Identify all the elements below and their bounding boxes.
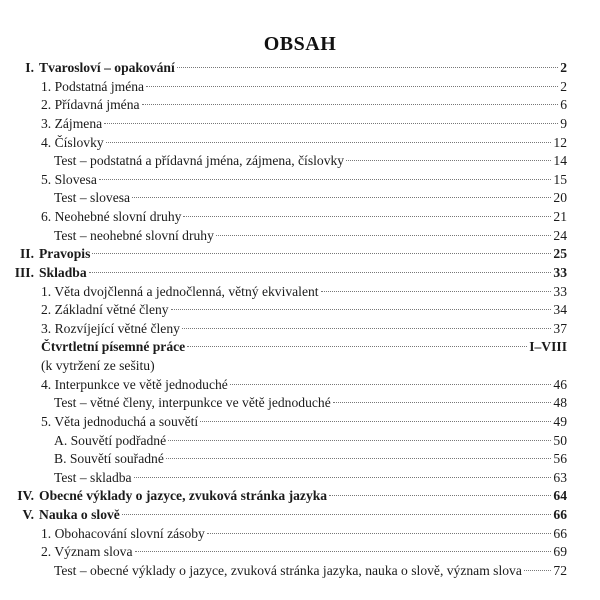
toc-page-number: 20: [553, 190, 567, 206]
dot-leader: [186, 333, 528, 351]
toc-entry-label: 5. Věta jednoduchá a souvětí: [41, 413, 199, 429]
toc-page-number: 21: [553, 209, 567, 225]
toc-entry-label: Test – podstatná a přídavná jména, zájmena, číslovky: [54, 153, 345, 169]
toc-entry-label: Pravopis: [39, 246, 91, 262]
toc-entry-label: 1. Podstatná jména: [41, 78, 145, 94]
toc-entry: [41, 408, 567, 429]
toc-entry-label: 1. Obohacování slovní zásoby: [41, 525, 205, 541]
page-title: OBSAH: [263, 33, 337, 55]
toc-entry-label: Tvarosloví – opakování: [39, 60, 175, 75]
toc-entry: [41, 296, 567, 318]
toc-page-number: 48: [553, 395, 567, 411]
toc-entry: [41, 315, 567, 336]
toc-page-number: 37: [553, 320, 567, 336]
toc-entry-label: Test – slovesa: [54, 190, 131, 206]
dot-leader: [105, 129, 553, 147]
toc-page-number: 24: [553, 227, 567, 243]
toc-entry-label: Test – neohebné slovní druhy: [54, 227, 214, 243]
toc-entry: [54, 184, 567, 206]
toc-entry: [14, 54, 567, 75]
toc-section-number: II.: [20, 246, 34, 262]
dot-leader: [98, 166, 553, 184]
toc-entry: [41, 352, 567, 374]
dot-leader: [165, 445, 553, 463]
dot-leader: [320, 278, 553, 296]
dot-leader: [229, 371, 553, 389]
dot-leader: [88, 259, 553, 277]
dot-leader: [133, 464, 553, 482]
toc-entry-label: 1. Věta dvojčlenná a jednočlenná, větný ekvivalent: [41, 283, 319, 299]
toc-page-number: 64: [553, 488, 567, 504]
toc-page-number: 46: [553, 376, 567, 392]
toc-entry: [41, 538, 567, 560]
dot-leader: [145, 73, 559, 91]
toc-section-number: IV.: [17, 488, 34, 504]
toc-entry: [41, 520, 567, 541]
dot-leader: [91, 240, 552, 258]
dot-leader: [134, 538, 553, 556]
toc-page-number: 14: [553, 153, 567, 169]
toc-entry: [14, 240, 567, 262]
toc-page-number: 50: [553, 432, 567, 448]
dot-leader: [121, 501, 553, 519]
toc-page-number: 66: [553, 525, 567, 541]
dot-leader: [215, 222, 553, 240]
dot-leader: [328, 482, 552, 500]
toc-entry-label: 2. Význam slova: [41, 544, 133, 560]
dot-leader: [103, 110, 559, 128]
toc-page-number: 63: [553, 469, 567, 485]
toc-entry: [14, 259, 567, 280]
toc-entry: [41, 371, 567, 392]
toc-entry-label: 4. Interpunkce ve větě jednoduché: [41, 376, 228, 392]
toc-entry-label: Test – obecné výklady o jazyce, zvuková stránka jazyka, nauka o slově, význam slova: [54, 563, 522, 578]
toc-entry: [41, 129, 567, 150]
dot-leader: [176, 54, 559, 72]
toc-section-number: V.: [22, 507, 34, 523]
toc-page-number: 2: [560, 60, 567, 75]
toc-entry: [41, 110, 567, 131]
toc-page-number: 12: [553, 134, 567, 150]
toc-page-number: 2: [560, 78, 567, 94]
toc-entry: [54, 445, 567, 467]
toc-entry-label: Obecné výklady o jazyce, zvuková stránka jazyka: [39, 488, 328, 504]
toc-page-number: 15: [553, 171, 567, 187]
toc-page-number: 9: [560, 115, 567, 131]
toc-entry-label: 6. Neohebné slovní druhy: [41, 209, 182, 225]
dot-leader: [181, 315, 552, 333]
toc-page-number: 49: [553, 413, 567, 429]
toc-entry: [54, 389, 567, 411]
toc-entry: [41, 203, 567, 225]
toc-section-number: I.: [25, 60, 34, 75]
toc-entry-label: Skladba: [39, 264, 87, 280]
toc-entry-label: Nauka o slově: [39, 507, 120, 523]
toc-entry: [54, 147, 567, 169]
dot-leader: [199, 408, 552, 426]
toc-entry: [14, 501, 567, 523]
toc-entry-label: 2. Základní větné členy: [41, 302, 169, 318]
toc-entry: [41, 166, 567, 187]
toc-entry-label: 2. Přídavná jména: [41, 97, 140, 113]
dot-leader: [170, 296, 553, 314]
toc-entry: [14, 482, 567, 504]
toc-entry: [54, 427, 567, 448]
toc-entry: [41, 91, 567, 113]
toc-page-number: 6: [560, 97, 567, 113]
toc-entry-label: 3. Rozvíjející větné členy: [41, 320, 180, 336]
toc-entry-label: B. Souvětí souřadné: [54, 451, 164, 467]
toc-page-number: 33: [553, 283, 567, 299]
toc-entry: [41, 333, 567, 355]
toc-entry: [54, 464, 567, 485]
toc-entry: [41, 73, 567, 94]
toc-section-number: III.: [14, 264, 34, 280]
toc-entry-label: Čtvrtletní písemné práce: [41, 339, 186, 355]
dot-leader: [523, 557, 553, 575]
toc-entry-label: (k vytržení ze sešitu): [41, 358, 155, 374]
dot-leader: [141, 91, 560, 109]
toc-page-number: 69: [553, 544, 567, 560]
dot-leader: [156, 352, 566, 370]
dot-leader: [345, 147, 552, 165]
toc-page-number: 34: [553, 302, 567, 318]
toc-page-number: 56: [553, 451, 567, 467]
toc-entry-label: 3. Zájmena: [41, 115, 103, 131]
toc-entry-label: Test – skladba: [54, 469, 132, 485]
toc-entry: [54, 557, 567, 578]
dot-leader: [182, 203, 552, 221]
dot-leader: [206, 520, 553, 538]
toc-page-number: 33: [553, 264, 567, 280]
dot-leader: [167, 427, 552, 445]
toc-page-number: 25: [553, 246, 567, 262]
toc-entry-label: Test – větné členy, interpunkce ve větě jednoduché: [54, 395, 331, 411]
toc-page-number: 66: [553, 507, 567, 523]
dot-leader: [332, 389, 553, 407]
toc-entry-label: 5. Slovesa: [41, 171, 97, 187]
toc-entry-label: 4. Číslovky: [41, 134, 104, 150]
dot-leader: [131, 184, 552, 202]
toc-page-number: 72: [553, 563, 567, 578]
toc-entry-label: A. Souvětí podřadné: [54, 432, 167, 448]
toc-entry: [54, 222, 567, 243]
toc-page-number: I–VIII: [529, 339, 567, 355]
toc-entry: [41, 278, 567, 299]
